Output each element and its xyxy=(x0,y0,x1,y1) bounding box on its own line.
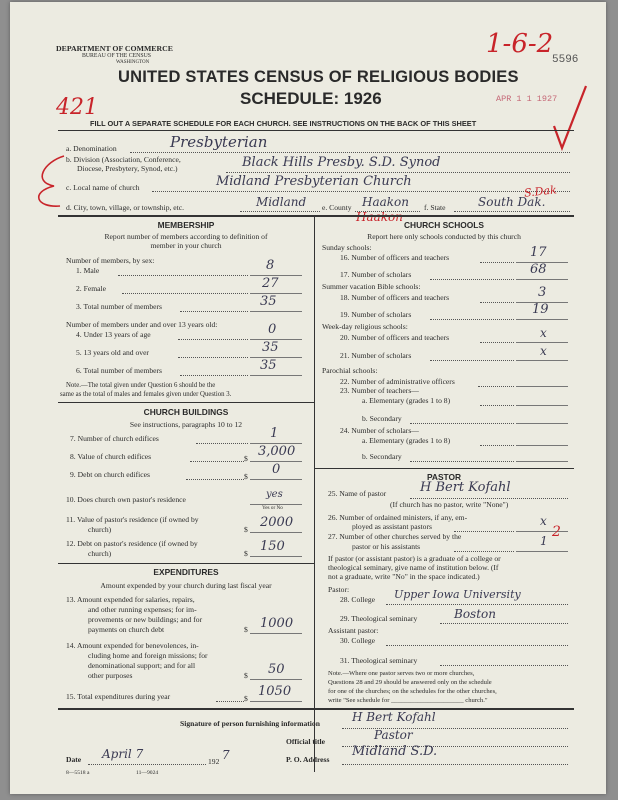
q2-female-value: 27 xyxy=(262,276,279,291)
q23b-label: b. Secondary xyxy=(362,414,402,423)
q27-red-correction: 2 xyxy=(552,524,561,540)
q25-label: 25. Name of pastor xyxy=(328,489,387,498)
q24-label: 24. Number of scholars— xyxy=(340,426,419,435)
q11-dollar-sign: $ xyxy=(244,525,248,534)
q18-label: 18. Number of officers and teachers xyxy=(340,293,450,302)
q1-male-label: 1. Male xyxy=(76,266,100,275)
handwritten-code: 1-6-2 xyxy=(486,29,554,59)
membership-intro-cont: member in your church xyxy=(150,241,222,250)
q10-owns-residence-label: 10. Does church own pastor's residence xyxy=(66,495,186,504)
q14-line4: other purposes xyxy=(88,671,133,680)
q25-pastor-name: H Bert Kofahl xyxy=(420,480,511,495)
q26-value: x xyxy=(540,514,547,528)
parochial-schools-label: Parochial schools: xyxy=(322,366,378,375)
year-value: 7 xyxy=(222,748,230,762)
signature-label: Signature of person furnishing information xyxy=(180,719,320,728)
q28-label: 28. College xyxy=(340,595,376,604)
membership-intro: Report number of members according to definition of xyxy=(104,232,268,241)
q9-debt-value: 0 xyxy=(272,462,281,477)
q13-line2: and other running expenses; for im- xyxy=(88,605,197,614)
q14-line2: cluding home and foreign missions; for xyxy=(88,651,208,660)
age-intro-label: Number of members under and over 13 years old: xyxy=(66,320,218,329)
q11-label-cont: church) xyxy=(88,525,112,534)
graduate-intro-cont2: not a graduate, write "No" in the space indicated.) xyxy=(328,572,480,581)
date-value: April 7 xyxy=(102,747,144,761)
q12-dollar-sign: $ xyxy=(244,549,248,558)
denomination-value: Presbyterian xyxy=(170,133,268,151)
red-handwritten-number: 421 xyxy=(56,95,98,120)
q7-edifices-label: 7. Number of church edifices xyxy=(70,434,159,443)
q5-over13-label: 5. 13 years old and over xyxy=(76,348,149,357)
q27-label: 27. Number of other churches served by the xyxy=(328,532,462,541)
denomination-label: a. Denomination xyxy=(66,144,117,153)
q14-line3: denominational support; and for all xyxy=(88,661,196,670)
members-by-sex-label: Number of members, by sex: xyxy=(66,256,155,265)
q13-dollar-sign: $ xyxy=(244,625,248,634)
q14-value: 50 xyxy=(268,662,285,677)
pastor-note-line2: Questions 28 and 29 should be answered only on the schedule xyxy=(328,679,492,686)
expenditures-sub: Amount expended by your church during last fiscal year xyxy=(100,581,272,590)
membership-note-cont: same as the total of males and females given under Question 3. xyxy=(60,391,232,398)
q29-seminary-value: Boston xyxy=(454,607,496,621)
membership-note: Note.—The total given under Question 6 should be the xyxy=(66,382,216,389)
q9-dollar-sign: $ xyxy=(244,472,248,481)
city-label-field: d. City, town, village, or township, etc. xyxy=(66,203,185,212)
q17-value: 68 xyxy=(530,262,547,277)
q18-value: 3 xyxy=(538,285,547,300)
q19-value: 19 xyxy=(532,302,549,317)
q12-residence-debt-label: 12. Debt on pastor's residence (if owned by xyxy=(66,539,198,548)
po-address-value: Midland S.D. xyxy=(352,744,438,759)
q25-hint: (If church has no pastor, write "None") xyxy=(390,500,509,509)
graduate-intro: If pastor (or assistant pastor) is a graduate of a college or xyxy=(328,554,501,563)
state-value: South Dak. xyxy=(478,195,546,209)
q16-label: 16. Number of officers and teachers xyxy=(340,253,450,262)
q11-residence-value: 2000 xyxy=(260,515,294,530)
weekday-schools-label: Week-day religious schools: xyxy=(322,322,408,331)
q6-total-label: 6. Total number of members xyxy=(76,366,163,375)
q13-line1: 13. Amount expended for salaries, repairs, xyxy=(66,595,195,604)
q20-label: 20. Number of officers and teachers xyxy=(340,333,450,342)
yes-or-no-hint: Yes or No xyxy=(262,505,283,511)
q6-total-value: 35 xyxy=(260,358,277,373)
po-address-label: P. O. Address xyxy=(286,755,330,764)
q8-dollar-sign: $ xyxy=(244,454,248,463)
q4-under13-label: 4. Under 13 years of age xyxy=(76,330,151,339)
q23a-label: a. Elementary (grades 1 to 8) xyxy=(362,396,451,405)
q28-college-value: Upper Iowa University xyxy=(394,588,521,601)
q27-value: 1 xyxy=(540,534,548,548)
q27-label-cont: pastor or his assistants xyxy=(352,542,421,551)
assistant-pastor-subheading: Assistant pastor: xyxy=(328,626,379,635)
graduate-intro-cont: theological seminary, give name of institution below. (If xyxy=(328,563,499,572)
division-label: b. Division (Association, Conference, xyxy=(66,155,181,164)
membership-heading: MEMBERSHIP xyxy=(157,220,215,230)
q24b-label: b. Secondary xyxy=(362,452,402,461)
division-label-cont: Diocese, Presbytery, Synod, etc.) xyxy=(77,164,178,173)
buildings-sub: See instructions, paragraphs 10 to 12 xyxy=(129,420,243,429)
q21-value: x xyxy=(540,344,547,358)
red-checkmark-icon xyxy=(550,82,590,154)
division-value: Black Hills Presby. S.D. Synod xyxy=(242,155,441,170)
county-value: Haakon xyxy=(362,195,409,209)
q9-debt-label: 9. Debt on church edifices xyxy=(70,470,150,479)
q14-line1: 14. Amount expended for benevolences, in- xyxy=(66,641,199,650)
schools-heading: CHURCH SCHOOLS xyxy=(403,220,485,230)
q13-line3: provements or new buildings; and for xyxy=(88,615,203,624)
form-code: 8—5518 a xyxy=(66,770,90,776)
q13-line4: payments on church debt xyxy=(88,625,165,634)
state-note: S.Dak xyxy=(523,183,558,200)
q1-male-value: 8 xyxy=(266,258,275,273)
q12-residence-debt-value: 150 xyxy=(260,539,285,554)
q17-label: 17. Number of scholars xyxy=(340,270,412,279)
q4-under13-value: 0 xyxy=(268,322,277,337)
q22-label: 22. Number of administrative officers xyxy=(340,377,455,386)
summer-schools-label: Summer vacation Bible schools: xyxy=(322,282,421,291)
q15-dollar-sign: $ xyxy=(244,694,248,703)
instructions-line: FILL OUT A SEPARATE SCHEDULE FOR EACH CHURCH. SEE INSTRUCTIONS ON THE BACK OF THIS SHEET xyxy=(90,119,477,128)
buildings-heading: CHURCH BUILDINGS xyxy=(143,407,229,417)
date-label: Date xyxy=(66,755,82,764)
q8-value: 3,000 xyxy=(258,444,296,459)
pastor-note-line4: write "See schedule for ______________________ church." xyxy=(328,697,488,704)
stamp-number: 5596 xyxy=(552,54,579,66)
q15-total-value: 1050 xyxy=(258,684,292,699)
q11-residence-value-label: 11. Value of pastor's residence (if owned by xyxy=(66,515,199,524)
q15-total-label: 15. Total expenditures during year xyxy=(66,692,171,701)
signature-value: H Bert Kofahl xyxy=(352,710,436,724)
form-title: UNITED STATES CENSUS OF RELIGIOUS BODIES xyxy=(118,68,519,86)
form-code-secondary: 11—9024 xyxy=(136,770,159,776)
q7-edifices-value: 1 xyxy=(270,426,279,441)
q19-label: 19. Number of scholars xyxy=(340,310,412,319)
q29-label: 29. Theological seminary xyxy=(340,614,418,623)
q30-label: 30. College xyxy=(340,636,376,645)
q24a-label: a. Elementary (grades 1 to 8) xyxy=(362,436,451,445)
year-prefix: 192 xyxy=(208,757,220,766)
pastor-heading: PASTOR xyxy=(426,472,462,482)
q20-value: x xyxy=(540,326,547,340)
local-name-value: Midland Presbyterian Church xyxy=(216,174,412,189)
q8-value-label: 8. Value of church edifices xyxy=(70,452,152,461)
q13-value: 1000 xyxy=(260,616,294,631)
q12-label-cont: church) xyxy=(88,549,112,558)
q3-total-label: 3. Total number of members xyxy=(76,302,163,311)
state-label: f. State xyxy=(424,203,446,212)
q2-female-label: 2. Female xyxy=(76,284,106,293)
schedule-title: SCHEDULE: 1926 xyxy=(240,89,382,108)
department-label: DEPARTMENT OF COMMERCE xyxy=(56,44,173,53)
city-value: Midland xyxy=(256,195,307,209)
q14-dollar-sign: $ xyxy=(244,671,248,680)
received-stamp: APR 1 1 1927 xyxy=(496,94,558,104)
q31-label: 31. Theological seminary xyxy=(340,656,418,665)
q26-label-cont: ployed as assistant pastors xyxy=(352,522,432,531)
local-name-label: c. Local name of church xyxy=(66,183,140,192)
q26-label: 26. Number of ordained ministers, if any, em- xyxy=(328,513,468,522)
expenditures-heading: EXPENDITURES xyxy=(153,567,219,577)
q3-total-value: 35 xyxy=(260,294,277,309)
q10-owns-residence-value: yes xyxy=(266,489,283,500)
city-label: WASHINGTON xyxy=(116,60,150,65)
q23-label: 23. Number of teachers— xyxy=(340,386,419,395)
official-title-label: Official title xyxy=(286,737,326,746)
county-note: Haakon xyxy=(356,210,403,224)
official-title-value: Pastor xyxy=(374,728,413,742)
q16-value: 17 xyxy=(530,245,547,260)
pastor-subheading: Pastor: xyxy=(328,585,350,594)
bureau-label: BUREAU OF THE CENSUS xyxy=(82,53,151,59)
schools-sub: Report here only schools conducted by this church xyxy=(367,232,521,241)
pastor-note-line3: for one of the churches; on the schedules for the other churches, xyxy=(328,688,497,695)
sunday-schools-label: Sunday schools: xyxy=(322,243,372,252)
census-schedule-sheet xyxy=(10,2,606,794)
pastor-note-line1: Note.—Where one pastor serves two or more churches, xyxy=(328,670,475,677)
q5-over13-value: 35 xyxy=(262,340,279,355)
red-bracket-annotation xyxy=(24,152,86,212)
county-label: e. County xyxy=(322,203,352,212)
q21-label: 21. Number of scholars xyxy=(340,351,412,360)
